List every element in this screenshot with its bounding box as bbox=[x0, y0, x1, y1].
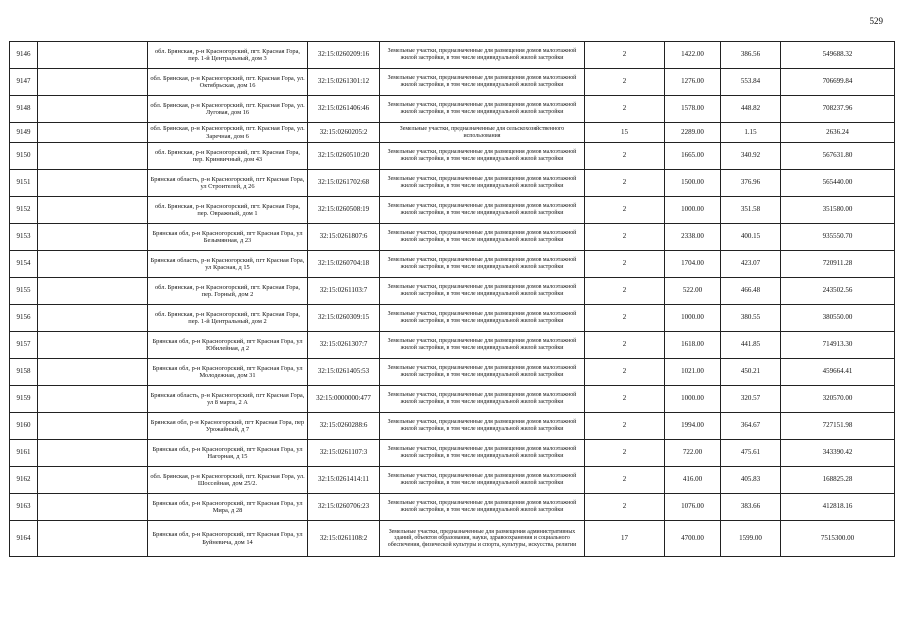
cadastral-number-cell: 32:15:0260205:2 bbox=[308, 123, 380, 143]
address-cell: обл. Брянская, р-н Красногорский, пгт. Красная Гора, ул. Октябрьская, дом 16 bbox=[148, 69, 308, 96]
address-cell: обл. Брянская, р-н Красногорский, пгт. Красная Гора, пер. Кринвичный, дом 43 bbox=[148, 143, 308, 170]
address-cell: обл. Брянская, р-н Красногорский, пгт. Красная Гора, пер. 1-й Центральный, дом 2 bbox=[148, 305, 308, 332]
group-cell: 2 bbox=[585, 251, 665, 278]
land-use-cell: Земельные участки, предназначенные для размещения домов малоэтажной жилой застройки, в том числе индивидуальной жилой застройки bbox=[380, 467, 585, 494]
area-cell: 1578.00 bbox=[665, 96, 721, 123]
empty-cell bbox=[38, 197, 148, 224]
group-cell: 2 bbox=[585, 332, 665, 359]
address-cell: Брянская обл, р-н Красногорский, пгт Красная Гора, ул Нагорная, д 15 bbox=[148, 440, 308, 467]
cadastral-value-cell: 2636.24 bbox=[781, 123, 895, 143]
land-use-cell: Земельные участки, предназначенные для размещения домов малоэтажной жилой застройки, в том числе индивидуальной жилой застройки bbox=[380, 386, 585, 413]
empty-cell bbox=[38, 224, 148, 251]
area-cell: 416.00 bbox=[665, 467, 721, 494]
land-use-cell: Земельные участки, предназначенные для размещения домов малоэтажной жилой застройки, в том числе индивидуальной жилой застройки bbox=[380, 332, 585, 359]
cadastral-value-cell: 708237.96 bbox=[781, 96, 895, 123]
page-number: 529 bbox=[869, 16, 883, 26]
address-cell: обл. Брянская, р-н Красногорский, пгт. Красная Гора, ул. Шоссейная, дом 25/2. bbox=[148, 467, 308, 494]
land-use-cell: Земельные участки, предназначенные для размещения домов малоэтажной жилой застройки, в том числе индивидуальной жилой застройки bbox=[380, 305, 585, 332]
empty-cell bbox=[38, 494, 148, 521]
cadastral-number-cell: 32:15:0261307:7 bbox=[308, 332, 380, 359]
cadastral-value-cell: 727151.98 bbox=[781, 413, 895, 440]
address-cell: обл. Брянская, р-н Красногорский, пгт. Красная Гора, ул. Заречная, дом 6 bbox=[148, 123, 308, 143]
address-cell: обл. Брянская, р-н Красногорский, пгт. Красная Гора, пер. Овражный, дом 1 bbox=[148, 197, 308, 224]
land-use-cell: Земельные участки, предназначенные для размещения домов малоэтажной жилой застройки, в том числе индивидуальной жилой застройки bbox=[380, 69, 585, 96]
record-number-cell: 9161 bbox=[10, 440, 38, 467]
address-cell: Брянская область, р-н Красногорский, пгт Красная Гора, ул Красная, д 15 bbox=[148, 251, 308, 278]
specific-value-cell: 1.15 bbox=[721, 123, 781, 143]
area-cell: 4700.00 bbox=[665, 521, 721, 557]
cadastral-number-cell: 32:15:0260288:6 bbox=[308, 413, 380, 440]
record-number-cell: 9153 bbox=[10, 224, 38, 251]
area-cell: 1500.00 bbox=[665, 170, 721, 197]
group-cell: 2 bbox=[585, 96, 665, 123]
table-row bbox=[10, 332, 895, 359]
cadastral-value-cell: 7515300.00 bbox=[781, 521, 895, 557]
empty-cell bbox=[38, 305, 148, 332]
group-cell: 2 bbox=[585, 170, 665, 197]
address-cell: Брянская обл, р-н Красногорский, пгт Красная Гора, ул Мира, д 28 bbox=[148, 494, 308, 521]
land-use-cell: Земельные участки, предназначенные для размещения домов малоэтажной жилой застройки, в том числе индивидуальной жилой застройки bbox=[380, 413, 585, 440]
group-cell: 2 bbox=[585, 386, 665, 413]
group-cell: 2 bbox=[585, 440, 665, 467]
land-use-cell: Земельные участки, предназначенные для размещения домов малоэтажной жилой застройки, в том числе индивидуальной жилой застройки bbox=[380, 251, 585, 278]
table-body bbox=[10, 42, 895, 557]
record-number-cell: 9164 bbox=[10, 521, 38, 557]
cadastral-number-cell: 32:15:0261405:53 bbox=[308, 359, 380, 386]
area-cell: 1000.00 bbox=[665, 305, 721, 332]
specific-value-cell: 423.07 bbox=[721, 251, 781, 278]
cadastral-value-cell: 380550.00 bbox=[781, 305, 895, 332]
cadastral-value-cell: 549688.32 bbox=[781, 42, 895, 69]
table-row bbox=[10, 197, 895, 224]
land-use-cell: Земельные участки, предназначенные для размещения домов малоэтажной жилой застройки, в том числе индивидуальной жилой застройки bbox=[380, 170, 585, 197]
group-cell: 2 bbox=[585, 305, 665, 332]
specific-value-cell: 466.48 bbox=[721, 278, 781, 305]
table-row bbox=[10, 305, 895, 332]
record-number-cell: 9158 bbox=[10, 359, 38, 386]
empty-cell bbox=[38, 143, 148, 170]
table-row bbox=[10, 386, 895, 413]
cadastral-number-cell: 32:15:0260209:16 bbox=[308, 42, 380, 69]
group-cell: 17 bbox=[585, 521, 665, 557]
group-cell: 2 bbox=[585, 224, 665, 251]
group-cell: 2 bbox=[585, 197, 665, 224]
area-cell: 1021.00 bbox=[665, 359, 721, 386]
land-use-cell: Земельные участки, предназначенные для размещения домов малоэтажной жилой застройки, в том числе индивидуальной жилой застройки bbox=[380, 197, 585, 224]
land-use-cell: Земельные участки, предназначенные для размещения домов малоэтажной жилой застройки, в том числе индивидуальной жилой застройки bbox=[380, 96, 585, 123]
area-cell: 1276.00 bbox=[665, 69, 721, 96]
address-cell: Брянская обл, р-н Красногорский, пгт Красная Гора, пер Урожайный, д 7 bbox=[148, 413, 308, 440]
land-use-cell: Земельные участки, предназначенные для размещения домов малоэтажной жилой застройки, в том числе индивидуальной жилой застройки bbox=[380, 42, 585, 69]
group-cell: 2 bbox=[585, 494, 665, 521]
cadastral-value-cell: 459664.41 bbox=[781, 359, 895, 386]
table-row bbox=[10, 521, 895, 557]
record-number-cell: 9146 bbox=[10, 42, 38, 69]
area-cell: 1076.00 bbox=[665, 494, 721, 521]
group-cell: 15 bbox=[585, 123, 665, 143]
table-row bbox=[10, 170, 895, 197]
group-cell: 2 bbox=[585, 69, 665, 96]
table-row bbox=[10, 278, 895, 305]
specific-value-cell: 475.61 bbox=[721, 440, 781, 467]
table-row bbox=[10, 251, 895, 278]
record-number-cell: 9160 bbox=[10, 413, 38, 440]
empty-cell bbox=[38, 251, 148, 278]
empty-cell bbox=[38, 359, 148, 386]
cadastral-number-cell: 32:15:0261414:11 bbox=[308, 467, 380, 494]
cadastral-number-cell: 32:15:0261807:6 bbox=[308, 224, 380, 251]
cadastral-number-cell: 32:15:0261103:7 bbox=[308, 278, 380, 305]
empty-cell bbox=[38, 386, 148, 413]
empty-cell bbox=[38, 467, 148, 494]
table-row bbox=[10, 359, 895, 386]
cadastral-value-cell: 351580.00 bbox=[781, 197, 895, 224]
address-cell: Брянская обл, р-н Красногорский, пгт Красная Гора, ул Буйневича, дом 14 bbox=[148, 521, 308, 557]
land-use-cell: Земельные участки, предназначенные для сельскохозяйственного использования bbox=[380, 123, 585, 143]
cadastral-number-cell: 32:15:0261301:12 bbox=[308, 69, 380, 96]
address-cell: Брянская обл, р-н Красногорский, пгт Красная Гора, ул Безымянная, д 23 bbox=[148, 224, 308, 251]
empty-cell bbox=[38, 332, 148, 359]
specific-value-cell: 1599.00 bbox=[721, 521, 781, 557]
cadastral-number-cell: 32:15:0261107:3 bbox=[308, 440, 380, 467]
area-cell: 722.00 bbox=[665, 440, 721, 467]
cadastral-value-cell: 935550.70 bbox=[781, 224, 895, 251]
specific-value-cell: 405.83 bbox=[721, 467, 781, 494]
land-use-cell: Земельные участки, предназначенные для размещения домов малоэтажной жилой застройки, в том числе индивидуальной жилой застройки bbox=[380, 143, 585, 170]
record-number-cell: 9163 bbox=[10, 494, 38, 521]
cadastral-value-cell: 714913.30 bbox=[781, 332, 895, 359]
specific-value-cell: 553.84 bbox=[721, 69, 781, 96]
table-row bbox=[10, 96, 895, 123]
cadastral-value-cell: 567631.80 bbox=[781, 143, 895, 170]
specific-value-cell: 400.15 bbox=[721, 224, 781, 251]
specific-value-cell: 320.57 bbox=[721, 386, 781, 413]
area-cell: 522.00 bbox=[665, 278, 721, 305]
table-row bbox=[10, 123, 895, 143]
land-use-cell: Земельные участки, предназначенные для размещения домов малоэтажной жилой застройки, в том числе индивидуальной жилой застройки bbox=[380, 278, 585, 305]
area-cell: 2338.00 bbox=[665, 224, 721, 251]
cadastral-number-cell: 32:15:0260309:15 bbox=[308, 305, 380, 332]
land-use-cell: Земельные участки, предназначенные для размещения домов малоэтажной жилой застройки, в том числе индивидуальной жилой застройки bbox=[380, 440, 585, 467]
table-row bbox=[10, 143, 895, 170]
table-row bbox=[10, 494, 895, 521]
record-number-cell: 9159 bbox=[10, 386, 38, 413]
specific-value-cell: 364.67 bbox=[721, 413, 781, 440]
area-cell: 1618.00 bbox=[665, 332, 721, 359]
specific-value-cell: 441.85 bbox=[721, 332, 781, 359]
record-number-cell: 9154 bbox=[10, 251, 38, 278]
address-cell: Брянская область, р-н Красногорский, пгт Красная Гора, ул Строителей, д 26 bbox=[148, 170, 308, 197]
cadastral-value-cell: 243502.56 bbox=[781, 278, 895, 305]
area-cell: 1994.00 bbox=[665, 413, 721, 440]
empty-cell bbox=[38, 413, 148, 440]
land-use-cell: Земельные участки, предназначенные для размещения домов малоэтажной жилой застройки, в том числе индивидуальной жилой застройки bbox=[380, 494, 585, 521]
table-row bbox=[10, 413, 895, 440]
cadastral-number-cell: 32:15:0000000:477 bbox=[308, 386, 380, 413]
area-cell: 1000.00 bbox=[665, 386, 721, 413]
specific-value-cell: 448.82 bbox=[721, 96, 781, 123]
record-number-cell: 9156 bbox=[10, 305, 38, 332]
cadastral-value-cell: 320570.00 bbox=[781, 386, 895, 413]
table-row bbox=[10, 224, 895, 251]
table-row bbox=[10, 440, 895, 467]
area-cell: 1665.00 bbox=[665, 143, 721, 170]
specific-value-cell: 351.58 bbox=[721, 197, 781, 224]
address-cell: Брянская область, р-н Красногорский, пгт Красная Гора, ул 8 марта, 2 А bbox=[148, 386, 308, 413]
area-cell: 1000.00 bbox=[665, 197, 721, 224]
cadastral-number-cell: 32:15:0260510:20 bbox=[308, 143, 380, 170]
record-number-cell: 9151 bbox=[10, 170, 38, 197]
cadastral-number-cell: 32:15:0260706:23 bbox=[308, 494, 380, 521]
table-row bbox=[10, 467, 895, 494]
area-cell: 1422.00 bbox=[665, 42, 721, 69]
cadastral-value-cell: 168825.28 bbox=[781, 467, 895, 494]
cadastral-number-cell: 32:15:0260704:18 bbox=[308, 251, 380, 278]
area-cell: 1704.00 bbox=[665, 251, 721, 278]
specific-value-cell: 380.55 bbox=[721, 305, 781, 332]
cadastral-value-cell: 343390.42 bbox=[781, 440, 895, 467]
address-cell: обл. Брянская, р-н Красногорский, пгт. Красная Гора, пер. Горный, дом 2 bbox=[148, 278, 308, 305]
specific-value-cell: 383.66 bbox=[721, 494, 781, 521]
record-number-cell: 9155 bbox=[10, 278, 38, 305]
empty-cell bbox=[38, 42, 148, 69]
cadastral-number-cell: 32:15:0260508:19 bbox=[308, 197, 380, 224]
cadastral-value-table bbox=[9, 41, 895, 557]
empty-cell bbox=[38, 440, 148, 467]
land-use-cell: Земельные участки, предназначенные для размещения домов малоэтажной жилой застройки, в том числе индивидуальной жилой застройки bbox=[380, 224, 585, 251]
empty-cell bbox=[38, 278, 148, 305]
cadastral-number-cell: 32:15:0261406:46 bbox=[308, 96, 380, 123]
land-use-cell: Земельные участки, предназначенные для размещения домов малоэтажной жилой застройки, в том числе индивидуальной жилой застройки bbox=[380, 359, 585, 386]
cadastral-number-cell: 32:15:0261108:2 bbox=[308, 521, 380, 557]
group-cell: 2 bbox=[585, 467, 665, 494]
record-number-cell: 9147 bbox=[10, 69, 38, 96]
group-cell: 2 bbox=[585, 143, 665, 170]
address-cell: обл. Брянская, р-н Красногорский, пгт. Красная Гора, пер. 1-й Центральный, дом 3 bbox=[148, 42, 308, 69]
specific-value-cell: 376.96 bbox=[721, 170, 781, 197]
record-number-cell: 9152 bbox=[10, 197, 38, 224]
empty-cell bbox=[38, 521, 148, 557]
land-use-cell: Земельные участки, предназначенные для размещения административных зданий, объектов образования, науки, здравоохранения и социального обеспечения, физической культуры и спорта, культуры, искусства, религии bbox=[380, 521, 585, 557]
specific-value-cell: 340.92 bbox=[721, 143, 781, 170]
record-number-cell: 9162 bbox=[10, 467, 38, 494]
cadastral-value-cell: 720911.28 bbox=[781, 251, 895, 278]
address-cell: Брянская обл, р-н Красногорский, пгт Красная Гора, ул Молодежная, дом 31 bbox=[148, 359, 308, 386]
group-cell: 2 bbox=[585, 413, 665, 440]
table-row bbox=[10, 69, 895, 96]
area-cell: 2289.00 bbox=[665, 123, 721, 143]
group-cell: 2 bbox=[585, 42, 665, 69]
empty-cell bbox=[38, 69, 148, 96]
address-cell: Брянская обл, р-н Красногорский, пгт Красная Гора, ул Юбилейная, д 2 bbox=[148, 332, 308, 359]
table-row bbox=[10, 42, 895, 69]
group-cell: 2 bbox=[585, 278, 665, 305]
address-cell: обл. Брянская, р-н Красногорский, пгт. Красная Гора, ул. Луговая, дом 16 bbox=[148, 96, 308, 123]
specific-value-cell: 450.21 bbox=[721, 359, 781, 386]
record-number-cell: 9157 bbox=[10, 332, 38, 359]
record-number-cell: 9149 bbox=[10, 123, 38, 143]
empty-cell bbox=[38, 96, 148, 123]
cadastral-value-cell: 565440.00 bbox=[781, 170, 895, 197]
group-cell: 2 bbox=[585, 359, 665, 386]
record-number-cell: 9150 bbox=[10, 143, 38, 170]
empty-cell bbox=[38, 170, 148, 197]
cadastral-number-cell: 32:15:0261702:68 bbox=[308, 170, 380, 197]
cadastral-value-cell: 412818.16 bbox=[781, 494, 895, 521]
empty-cell bbox=[38, 123, 148, 143]
cadastral-value-cell: 706699.84 bbox=[781, 69, 895, 96]
record-number-cell: 9148 bbox=[10, 96, 38, 123]
specific-value-cell: 386.56 bbox=[721, 42, 781, 69]
